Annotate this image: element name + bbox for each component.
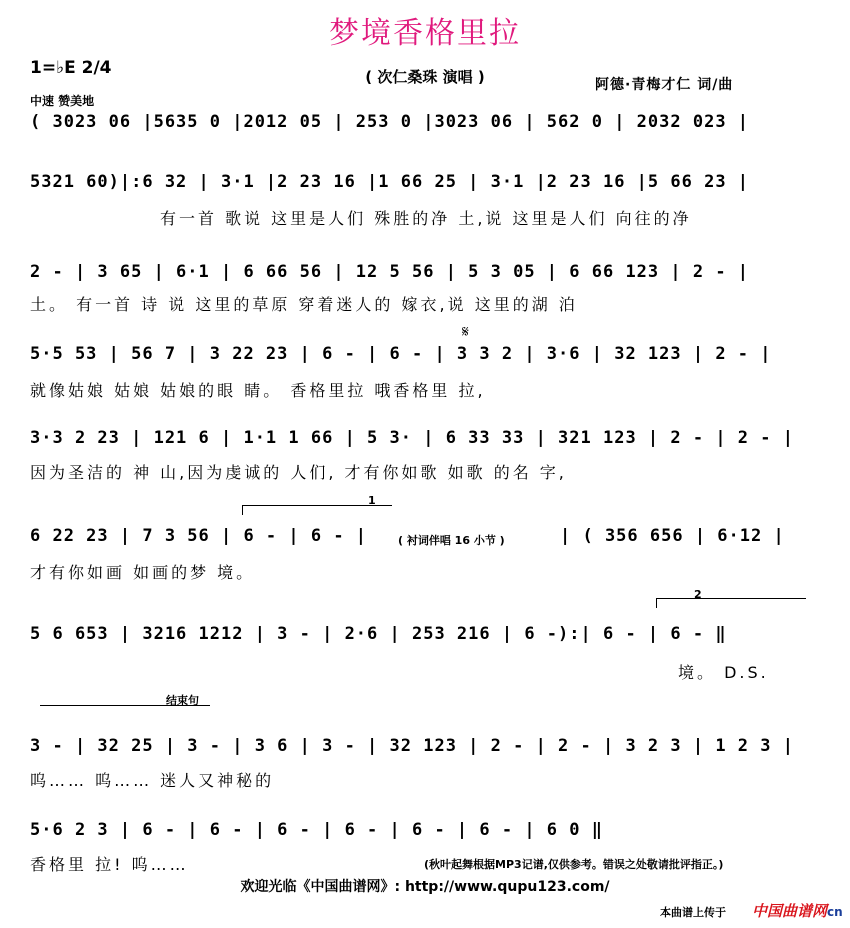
ending-1-label: 1 [368,494,376,507]
lyric-row-3: 土。 有一首 诗 说 这里的草原 穿着迷人的 嫁衣,说 这里的湖 泊 [30,295,578,314]
performer-subtitle: ( 次仁桑珠 演唱 ) [365,68,485,86]
score-row-4: 5·5 53 | 56 7 | 3 22 23 | 6 - | 6 - | 3 3 2 | 3·6 | 32 123 | 2 - | [30,344,772,364]
lyric-row-6: 才有你如画 如画的梦 境。 [30,563,256,582]
score-row-1: ( 3023 06 |5635 0 |2012 05 | 253 0 |3023 06 | 562 0 | 2032 023 | [30,112,750,132]
score-row-7: 5 6 653 | 3216 1212 | 3 - | 2·6 | 253 216 | 6 -):| 6 - | 6 - ‖ [30,624,727,644]
lyric-row-7: 境。 D.S. [678,663,769,682]
segno-sign: 𝄋 [462,322,469,341]
lyric-row-9: 香格里 拉! 呜…… [30,855,189,874]
ending-2-bracket [656,598,806,599]
ending-2-label: 2 [694,588,702,601]
transcriber-note: (秋叶起舞根据MP3记谱,仅供参考。错误之处敬请批评指正。) [424,858,724,871]
score-row-3: 2 - | 3 65 | 6·1 | 6 66 56 | 12 5 56 | 5 3 05 | 6 66 123 | 2 - | [30,262,750,282]
site-logo [752,900,843,921]
score-row-5: 3·3 2 23 | 121 6 | 1·1 1 66 | 5 3· | 6 33 33 | 321 123 | 2 - | 2 - | [30,428,794,448]
score-row-6: 6 22 23 | 7 3 56 | 6 - | 6 - | [30,526,368,546]
page-title: 梦境香格里拉 [329,16,521,51]
ending-1-bracket-tick [242,505,243,515]
ending-2-bracket-tick [656,598,657,608]
lyric-row-5: 因为圣洁的 神 山,因为虔诚的 人们, 才有你如歌 如歌 的名 字, [30,463,567,482]
lyric-row-2: 有一首 歌说 这里是人们 殊胜的净 土,说 这里是人们 向往的净 [160,209,692,228]
tempo-marking: 中速 赞美地 [30,94,95,108]
composer-credit: 阿德·青梅才仁 词/曲 [595,77,734,93]
score-row-9: 5·6 2 3 | 6 - | 6 - | 6 - | 6 - | 6 - | 6 - | 6 0 ‖ [30,820,603,840]
site-logo-suffix: cn [827,905,843,919]
key-signature: 1=♭E 2/4 [30,58,112,78]
lyric-row-4: 就像姑娘 姑娘 姑娘的眼 睛。 香格里拉 哦香格里 拉, [30,381,486,400]
site-logo-text: 中国曲谱网 [752,902,828,920]
interlude-note: ( 衬词伴唱 16 小节 ) [398,534,505,547]
upload-label: 本曲谱上传于 [660,906,726,919]
site-footer: 欢迎光临《中国曲谱网》: http://www.qupu123.com/ [240,879,610,895]
coda-label: 结束句 [166,694,199,707]
interlude-notes: | ( 356 656 | 6·12 | [560,526,785,546]
score-row-2: 5321 60)|:6 32 | 3·1 |2 23 16 |1 66 25 | 3·1 |2 23 16 |5 66 23 | [30,172,750,192]
lyric-row-8: 呜…… 呜…… 迷人又神秘的 [30,771,275,790]
score-row-8: 3 - | 32 25 | 3 - | 3 6 | 3 - | 32 123 | 2 - | 2 - | 3 2 3 | 1 2 3 | [30,736,794,756]
